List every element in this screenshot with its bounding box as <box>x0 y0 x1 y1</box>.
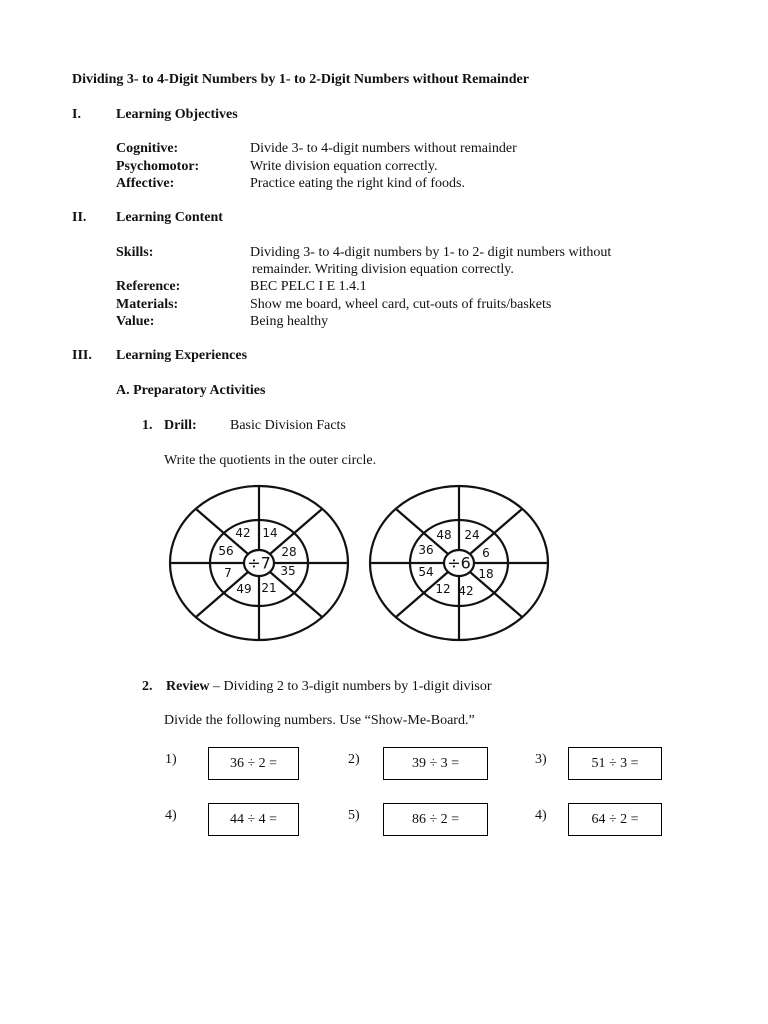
cognitive-label: Cognitive: <box>116 141 179 156</box>
section-3-numeral: III. <box>72 348 92 363</box>
wheel-7-number: 56 <box>218 544 234 558</box>
psychomotor-label: Psychomotor: <box>116 159 200 174</box>
problem-number: 4) <box>165 808 177 823</box>
problem-box: 39 ÷ 3 = <box>383 747 488 780</box>
skills-value-line2: remainder. Writing division equation correctly. <box>252 262 514 277</box>
division-wheel-6 <box>368 483 550 643</box>
wheel-6-number: 6 <box>482 546 490 560</box>
wheel-7-number: 49 <box>236 582 252 596</box>
problem-box: 64 ÷ 2 = <box>568 803 662 836</box>
cognitive-value: Divide 3- to 4-digit numbers without remainder <box>250 141 517 156</box>
materials-value: Show me board, wheel card, cut-outs of fruits/baskets <box>250 297 552 312</box>
problem-box: 51 ÷ 3 = <box>568 747 662 780</box>
review-line <box>166 679 491 695</box>
skills-value-line1: Dividing 3- to 4-digit numbers by 1- to 2- digit numbers without <box>250 245 612 260</box>
section-1-numeral: I. <box>72 107 81 122</box>
drill-number: 1. <box>142 418 153 433</box>
drill-instruction: Write the quotients in the outer circle. <box>164 453 377 468</box>
problem-number: 5) <box>348 808 360 823</box>
wheel-6-divisor: ÷6 <box>447 553 471 573</box>
wheel-7-number: 42 <box>235 526 251 540</box>
wheel-6-number: 54 <box>418 565 434 579</box>
problem-box: 36 ÷ 2 = <box>208 747 299 780</box>
wheel-7-number: 14 <box>262 526 278 540</box>
wheel-6-number: 48 <box>436 528 452 542</box>
division-wheel-7 <box>168 483 350 643</box>
problem-number: 4) <box>535 808 547 823</box>
value-label: Value: <box>116 314 155 329</box>
materials-label: Materials: <box>116 297 179 312</box>
section-2-heading: Learning Content <box>116 210 223 225</box>
affective-value: Practice eating the right kind of foods. <box>250 176 465 191</box>
drill-label: Drill: <box>164 418 197 433</box>
problem-box: 44 ÷ 4 = <box>208 803 299 836</box>
psychomotor-value: Write division equation correctly. <box>250 159 438 174</box>
wheel-6-number: 12 <box>435 582 451 596</box>
wheel-6-number: 36 <box>418 543 434 557</box>
wheel-7-number: 21 <box>261 581 277 595</box>
drill-text: Basic Division Facts <box>230 418 346 433</box>
problem-number: 1) <box>165 752 177 767</box>
skills-label: Skills: <box>116 245 154 260</box>
review-number: 2. <box>142 679 153 694</box>
section-2-numeral: II. <box>72 210 87 225</box>
section-3-heading: Learning Experiences <box>116 348 248 363</box>
wheel-7-number: 28 <box>281 545 297 559</box>
reference-label: Reference: <box>116 279 181 294</box>
wheel-7-number: 7 <box>224 566 232 580</box>
wheel-6-number: 24 <box>464 528 480 542</box>
wheel-6-number: 42 <box>458 584 474 598</box>
affective-label: Affective: <box>116 176 175 191</box>
problem-box: 86 ÷ 2 = <box>383 803 488 836</box>
page-title: Dividing 3- to 4-Digit Numbers by 1- to 2-Digit Numbers without Remainder <box>72 72 529 87</box>
value-value: Being healthy <box>250 314 329 329</box>
wheel-7-divisor: ÷7 <box>247 553 271 573</box>
preparatory-activities-heading: A. Preparatory Activities <box>116 383 266 398</box>
section-1-heading: Learning Objectives <box>116 107 238 122</box>
review-instruction: Divide the following numbers. Use “Show-Me-Board.” <box>164 713 475 728</box>
wheel-6-number: 18 <box>478 567 494 581</box>
problem-number: 2) <box>348 752 360 767</box>
review-label: Review <box>166 679 210 694</box>
reference-value: BEC PELC I E 1.4.1 <box>250 279 367 294</box>
wheel-7-number: 35 <box>280 564 296 578</box>
problem-number: 3) <box>535 752 547 767</box>
review-text: – Dividing 2 to 3-digit numbers by 1-digit divisor <box>209 679 492 694</box>
